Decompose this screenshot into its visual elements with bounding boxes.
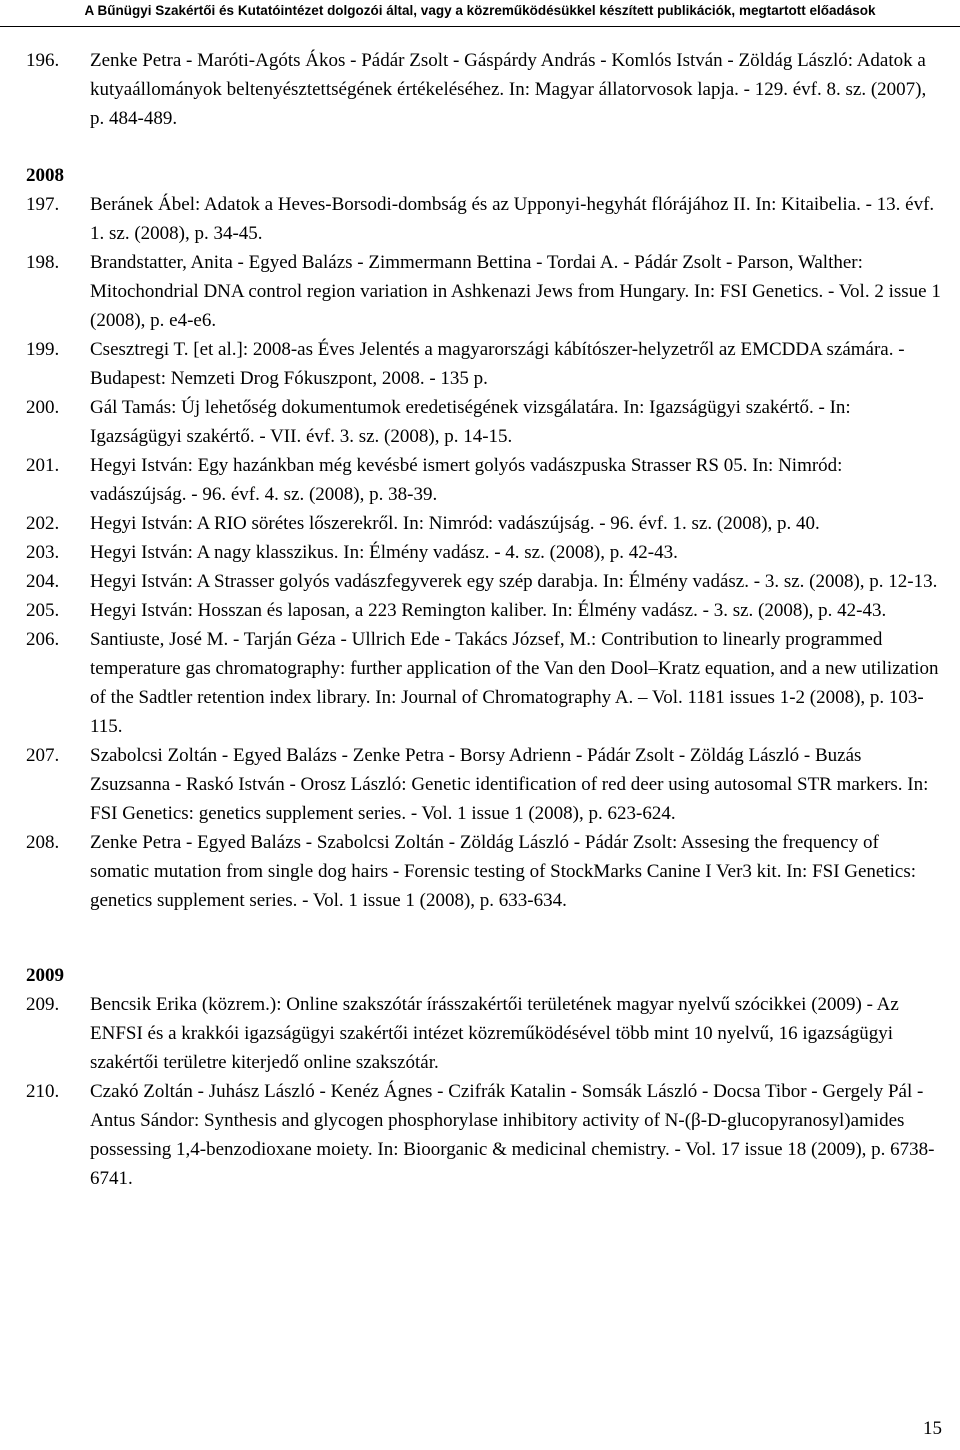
entry-text: Hegyi István: Hosszan és laposan, a 223 Remington kaliber. In: Élmény vadász. - 3. sz. (2008), p. 42-43. bbox=[90, 600, 887, 621]
list-item bbox=[26, 451, 941, 509]
list-item bbox=[26, 190, 941, 248]
entry-text: Csesztregi T. [et al.]: 2008-as Éves Jelentés a magyarországi kábítószer-helyzetről az EMCDDA számára. - Budapest: Nemzeti Drog Fókuszpont, 2008. - 135 p. bbox=[90, 339, 905, 389]
entry-number: 199. bbox=[26, 339, 60, 360]
entry-number: 205. bbox=[26, 600, 60, 621]
list-item bbox=[26, 741, 941, 828]
entry-number: 201. bbox=[26, 455, 60, 476]
entry-number: 207. bbox=[26, 745, 60, 766]
entry-text: Hegyi István: Egy hazánkban még kevésbé ismert golyós vadászpuska Strasser RS 05. In: Nimród: vadászújság. - 96. évf. 4. sz. (2008), p. 38-39. bbox=[90, 455, 843, 505]
entry-text: Hegyi István: A nagy klasszikus. In: Élmény vadász. - 4. sz. (2008), p. 42-43. bbox=[90, 542, 678, 563]
list-item bbox=[26, 990, 941, 1077]
list-item bbox=[26, 248, 941, 335]
entry-text: Szabolcsi Zoltán - Egyed Balázs - Zenke Petra - Borsy Adrienn - Pádár Zsolt - Zöldág László - Buzás Zsuzsanna - Raskó István - Orosz László: Genetic identification of red deer using autosomal STR markers. In: FSI Genetics: genetics supplement series. - Vol. 1 issue 1 (2008), p. 623-624. bbox=[90, 745, 929, 824]
list-item bbox=[26, 393, 941, 451]
entry-number: 208. bbox=[26, 832, 60, 853]
entry-number: 200. bbox=[26, 397, 60, 418]
entry-text: Beránek Ábel: Adatok a Heves-Borsodi-dombság és az Upponyi-hegyhát flórájához II. In: Kitaibelia. - 13. évf. 1. sz. (2008), p. 34-45. bbox=[90, 194, 935, 244]
entries-2009 bbox=[26, 990, 941, 1193]
entry-text: Hegyi István: A RIO sörétes lőszerekről. In: Nimród: vadászújság. - 96. évf. 1. sz. (2008), p. 40. bbox=[90, 513, 820, 534]
entry-text: Gál Tamás: Új lehetőség dokumentumok eredetiségének vizsgálatára. In: Igazságügyi szakértő. - In: Igazságügyi szakértő. - VII. évf. 3. sz. (2008), p. 14-15. bbox=[90, 397, 851, 447]
entry-text: Hegyi István: A Strasser golyós vadászfegyverek egy szép darabja. In: Élmény vadász. - 3. sz. (2008), p. 12-13. bbox=[90, 571, 938, 592]
entries-start bbox=[26, 46, 941, 133]
entry-number: 204. bbox=[26, 571, 60, 592]
entry-number: 202. bbox=[26, 513, 60, 534]
entry-text: Bencsik Erika (közrem.): Online szakszótár írásszakértői területének magyar nyelvű szócikkei (2009) - Az ENFSI és a krakkói igazságügyi szakértői intézet közreműködésével több mint 10 nyelvű, 16 igazságügyi szakértői területre kiterjedő online szakszótár. bbox=[90, 994, 899, 1073]
page-number: 15 bbox=[923, 1418, 942, 1439]
entry-number: 196. bbox=[26, 50, 60, 71]
list-item bbox=[26, 46, 941, 133]
year-heading-2009: 2009 bbox=[26, 965, 64, 986]
list-item bbox=[26, 596, 941, 625]
list-item bbox=[26, 567, 941, 596]
entry-number: 210. bbox=[26, 1081, 60, 1102]
entry-text: Brandstatter, Anita - Egyed Balázs - Zimmermann Bettina - Tordai A. - Pádár Zsolt - Parson, Walther: Mitochondrial DNA control region variation in Ashkenazi Jews from Hungary. In: FSI Genetics. - Vol. 2 issue 1 (2008), p. e4-e6. bbox=[90, 252, 941, 331]
entry-number: 197. bbox=[26, 194, 60, 215]
list-item bbox=[26, 828, 941, 915]
year-heading-2008: 2008 bbox=[26, 165, 64, 186]
entry-text: Santiuste, José M. - Tarján Géza - Ullrich Ede - Takács József, M.: Contribution to linearly programmed temperature gas chromatography: further application of the Van den Dool–Kratz equation, and a new utilization of the Sadtler retention index library. In: Journal of Chromatography A. – Vol. 1181 issues 1-2 (2008), p. 103-115. bbox=[90, 629, 939, 737]
entry-number: 209. bbox=[26, 994, 60, 1015]
list-item bbox=[26, 1077, 941, 1193]
entry-text: Zenke Petra - Maróti-Agóts Ákos - Pádár Zsolt - Gáspárdy András - Komlós István - Zöldág László: Adatok a kutyaállományok beltenyésztettségének értékeléséhez. In: Magyar állatorvosok lapja. - 129. évf. 8. sz. (2007), p. 484-489. bbox=[90, 50, 927, 129]
list-item bbox=[26, 625, 941, 741]
publication-list bbox=[26, 46, 941, 1193]
entry-text: Czakó Zoltán - Juhász László - Kenéz Ágnes - Czifrák Katalin - Somsák László - Docsa Tibor - Gergely Pál - Antus Sándor: Synthesis and glycogen phosphorylase inhibitory activity of N-(β-D-glucopyranosyl)amides possessing 1,4-benzodioxane moiety. In: Bioorganic & medicinal chemistry. - Vol. 17 issue 18 (2009), p. 6738-6741. bbox=[90, 1081, 935, 1189]
list-item bbox=[26, 335, 941, 393]
entry-number: 203. bbox=[26, 542, 60, 563]
list-item bbox=[26, 538, 941, 567]
list-item bbox=[26, 509, 941, 538]
entries-2008 bbox=[26, 190, 941, 915]
entry-number: 198. bbox=[26, 252, 60, 273]
running-header: A Bűnügyi Szakértői és Kutatóintézet dolgozói által, vagy a közreműködésükkel készített publikációk, megtartott előadások bbox=[0, 0, 960, 27]
entry-text: Zenke Petra - Egyed Balázs - Szabolcsi Zoltán - Zöldág László - Pádár Zsolt: Assesing the frequency of somatic mutation from single dog hairs - Forensic testing of StockMarks Canine I Ver3 kit. In: FSI Genetics: genetics supplement series. - Vol. 1 issue 1 (2008), p. 633-634. bbox=[90, 832, 917, 911]
entry-number: 206. bbox=[26, 629, 60, 650]
